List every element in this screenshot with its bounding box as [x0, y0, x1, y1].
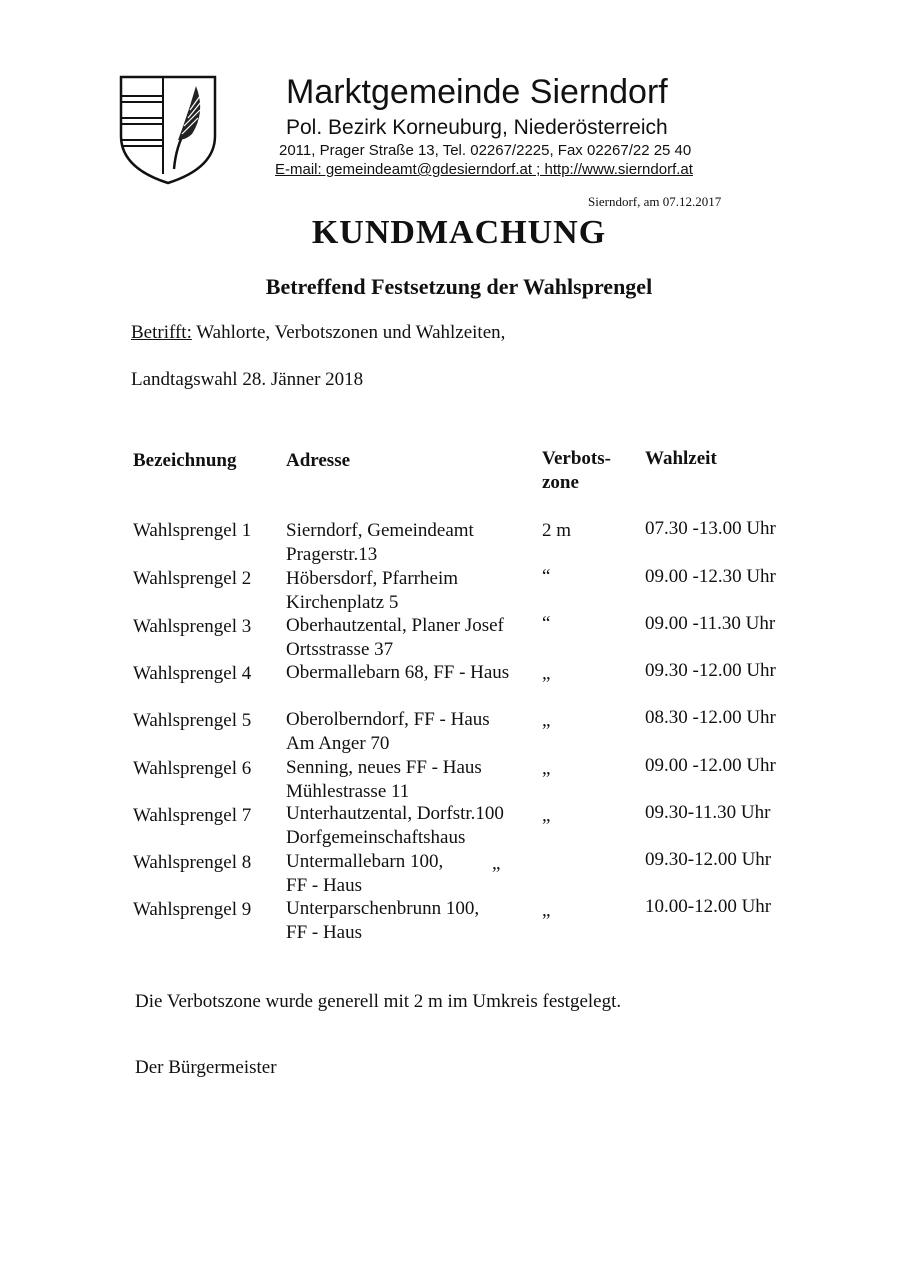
table-row-zone: „ — [542, 710, 551, 731]
place-date: Sierndorf, am 07.12.2017 — [588, 194, 722, 209]
address-line-1: Höbersdorf, Pfarrheim — [286, 568, 459, 589]
table-row-address — [286, 897, 479, 945]
address-line-1: Senning, neues FF - Haus — [286, 757, 482, 778]
table-row-zone: „ — [542, 758, 551, 779]
address-line-2: Kirchenplatz 5 — [286, 592, 399, 613]
subject-label: Betrifft: — [131, 322, 192, 343]
table-row-time: 09.30 -12.00 Uhr — [645, 660, 776, 681]
table-row-time: 09.00 -12.00 Uhr — [645, 755, 776, 776]
table-row-name: Wahlsprengel 4 — [133, 663, 252, 684]
org-address: 2011, Prager Straße 13, Tel. 02267/2225, Fax 02267/22 25 40 — [279, 142, 692, 159]
address-line-1: Untermallebarn 100, — [286, 851, 444, 872]
table-row-zone: „ — [542, 805, 551, 826]
column-header-time: Wahlzeit — [645, 448, 717, 469]
column-header-address: Adresse — [286, 450, 351, 471]
org-name: Marktgemeinde Sierndorf — [286, 73, 668, 111]
address-line-2: Mühlestrasse 11 — [286, 781, 410, 802]
column-header-zone — [542, 447, 611, 495]
address-line-2: Am Anger 70 — [286, 733, 390, 754]
address-line-2: Pragerstr.13 — [286, 544, 378, 565]
table-row-name: Wahlsprengel 8 — [133, 852, 252, 873]
address-line-1: Oberhautzental, Planer Josef — [286, 615, 504, 636]
table-row-address — [286, 850, 443, 898]
table-row-address — [286, 614, 504, 662]
election-name: Landtagswahl 28. Jänner 2018 — [131, 369, 364, 390]
subject-line — [131, 320, 505, 346]
address-line-1: Unterhautzental, Dorfstr.100 — [286, 803, 504, 824]
table-row-time: 09.30-11.30 Uhr — [645, 802, 771, 823]
table-row-name: Wahlsprengel 7 — [133, 805, 252, 826]
table-row-zone: „ — [492, 853, 501, 874]
table-row-time: 10.00-12.00 Uhr — [645, 896, 772, 917]
column-header-name: Bezeichnung — [133, 450, 237, 471]
address-line-2: Ortsstrasse 37 — [286, 639, 394, 660]
column-header-zone-line2: zone — [542, 472, 579, 493]
signature-line: Der Bürgermeister — [135, 1057, 277, 1078]
table-row-zone: 2 m — [542, 520, 572, 541]
table-row-name: Wahlsprengel 5 — [133, 710, 252, 731]
table-row-address — [286, 756, 482, 804]
table-row-zone: „ — [542, 663, 551, 684]
address-line-2: Dorfgemeinschaftshaus — [286, 827, 466, 848]
table-row-address — [286, 661, 509, 685]
document-title: KUNDMACHUNG — [311, 214, 607, 251]
address-line-2: FF - Haus — [286, 875, 363, 896]
table-row-time: 07.30 -13.00 Uhr — [645, 518, 776, 539]
footer-note: Die Verbotszone wurde generell mit 2 m im Umkreis festgelegt. — [135, 991, 622, 1012]
coat-of-arms-wheat-icon — [118, 74, 218, 186]
address-line-1: Obermallebarn 68, FF - Haus — [286, 662, 510, 683]
table-row-name: Wahlsprengel 3 — [133, 616, 252, 637]
table-row-zone: „ — [542, 900, 551, 921]
table-row-name: Wahlsprengel 6 — [133, 758, 252, 779]
district: Pol. Bezirk Korneuburg, Niederösterreich — [286, 116, 668, 139]
table-row-time: 09.00 -12.30 Uhr — [645, 566, 776, 587]
address-line-1: Oberolberndorf, FF - Haus — [286, 709, 490, 730]
table-row-time: 08.30 -12.00 Uhr — [645, 707, 776, 728]
subject-text: Wahlorte, Verbotszonen und Wahlzeiten, — [191, 322, 506, 343]
table-row-address — [286, 708, 490, 756]
table-row-zone: “ — [542, 613, 551, 634]
org-contact-links[interactable]: E-mail: gemeindeamt@gdesierndorf.at ; http://www.sierndorf.at — [275, 161, 693, 178]
table-row-address — [286, 519, 474, 567]
table-row-name: Wahlsprengel 1 — [133, 520, 252, 541]
address-line-1: Sierndorf, Gemeindeamt — [286, 520, 474, 541]
address-line-2: FF - Haus — [286, 922, 363, 943]
table-row-address — [286, 567, 458, 615]
table-row-time: 09.30-12.00 Uhr — [645, 849, 772, 870]
table-row-name: Wahlsprengel 2 — [133, 568, 252, 589]
table-row-address — [286, 802, 504, 850]
address-line-1: Unterparschenbrunn 100, — [286, 898, 480, 919]
table-row-name: Wahlsprengel 9 — [133, 899, 252, 920]
table-row-zone: “ — [542, 566, 551, 587]
document-subtitle: Betreffend Festsetzung der Wahlsprengel — [265, 274, 653, 299]
column-header-zone-line1: Verbots- — [542, 448, 611, 469]
table-row-time: 09.00 -11.30 Uhr — [645, 613, 776, 634]
